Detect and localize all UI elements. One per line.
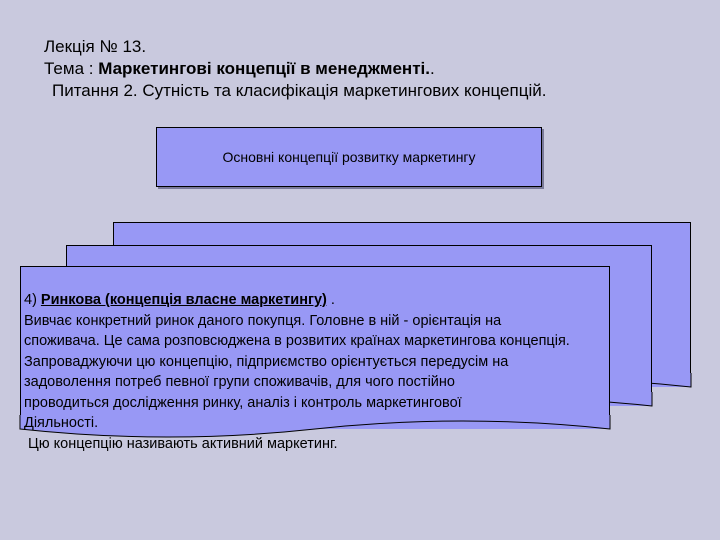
- card-text-line: Вивчає конкретний ринок даного покупця. Головне в ній - орієнтація на: [24, 312, 502, 329]
- card-text-line: проводиться дослідження ринку, аналіз і контроль маркетингової: [24, 394, 462, 411]
- card-text-line: Цю концепцію називають активний маркетинг.: [24, 435, 338, 452]
- concepts-box-label: Основні концепції розвитку маркетингу: [222, 149, 476, 165]
- card-text-line: задоволення потреб певної групи споживачів, для чого постійно: [24, 374, 455, 390]
- card-title-suffix: .: [326, 292, 335, 308]
- lecture-number: Лекція № 13.: [44, 37, 147, 56]
- slide-header: [44, 36, 704, 102]
- card-title: Ринкова (концепція власне маркетингу): [40, 292, 327, 308]
- topic-prefix: Тема :: [44, 59, 99, 78]
- question-title: Питання 2. Сутність та класифікація маркетингових концепцій.: [52, 81, 547, 100]
- concepts-box: [156, 127, 542, 187]
- card-number: 4): [24, 292, 41, 308]
- card-heading: [24, 290, 720, 311]
- card-text-line: споживача. Це сама розповсюджена в розвитих країнах маркетингова концепція.: [24, 333, 570, 349]
- lecture-topic: [44, 58, 704, 80]
- card-text-line: Діяльності.: [24, 415, 99, 431]
- card-text-line: Запроваджуючи цю концепцію, підприємство орієнтується передусім на: [24, 353, 509, 370]
- topic-title: Маркетингові концепції в менеджменті.: [98, 59, 430, 78]
- card-content: [24, 290, 720, 454]
- topic-suffix: .: [429, 59, 435, 78]
